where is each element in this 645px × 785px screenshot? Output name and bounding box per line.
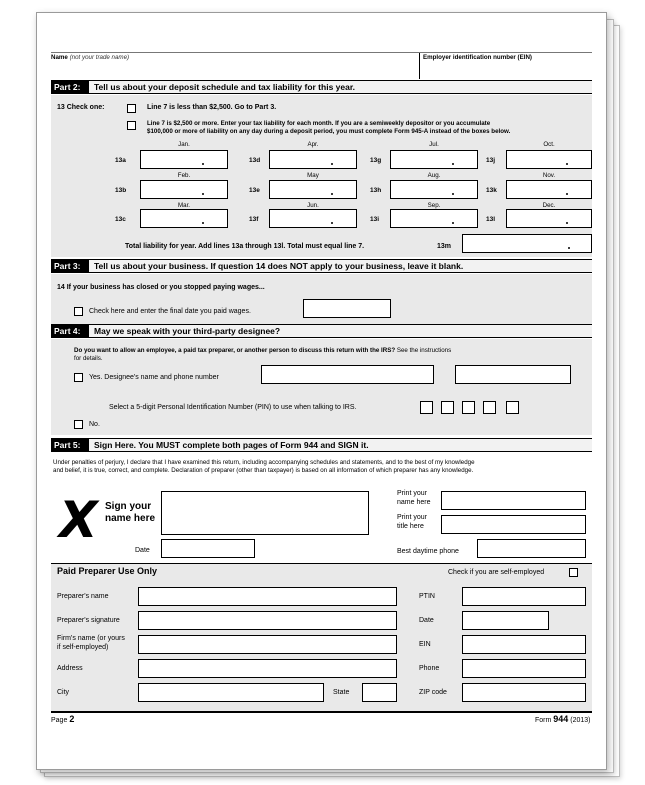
month-line-code: 13f — [249, 216, 259, 223]
preparer-signature-field[interactable] — [138, 611, 397, 630]
city-field[interactable] — [138, 683, 324, 702]
print-title-field[interactable] — [441, 515, 586, 534]
line7-less-checkbox[interactable] — [127, 104, 136, 113]
month-label: Jul. — [429, 141, 439, 148]
name-field[interactable] — [51, 65, 417, 78]
daytime-phone-label: Best daytime phone — [397, 548, 459, 555]
designee-no-checkbox[interactable] — [74, 420, 83, 429]
month-label: Mar. — [177, 202, 191, 209]
q14-text: 14 If your business has closed or you stopped paying wages... — [57, 284, 265, 291]
decimal-point — [202, 193, 204, 195]
perjury-statement: Under penalties of perjury, I declare that I have examined this return, including accompanying schedules and statements, and to the best of my knowledge and belief, it is true, correct, and complete. Declaration of preparer (other than taxpayer) is based on all information of which preparer has any knowledge. — [53, 459, 475, 474]
form-id: Form 944 (2013) — [535, 714, 591, 724]
page-number: Page 2 — [51, 714, 75, 724]
self-employed-checkbox[interactable] — [569, 568, 578, 577]
decimal-point — [566, 222, 568, 224]
ein-label: Employer identification number (EIN) — [423, 54, 532, 61]
part5-header — [51, 438, 592, 452]
preparer-signature-label: Preparer's signature — [57, 617, 120, 624]
zip-field[interactable] — [462, 683, 586, 702]
month-line-code: 13i — [370, 216, 380, 223]
month-liability-field[interactable] — [140, 150, 228, 169]
designee-no-label: No. — [89, 421, 100, 428]
part5-title: Sign Here. You MUST complete both pages of Form 944 and SIGN it. — [94, 440, 369, 450]
month-liability-field[interactable] — [269, 209, 357, 228]
ein-field[interactable] — [423, 65, 591, 78]
pin-digit-5[interactable] — [506, 401, 519, 414]
print-name-field[interactable] — [441, 491, 586, 510]
option1-text: Line 7 is less than $2,500. Go to Part 3. — [147, 104, 277, 111]
part3-header — [51, 259, 592, 273]
part4-title: May we speak with your third-party designee? — [94, 326, 281, 336]
state-label: State — [333, 689, 350, 696]
month-line-code: 13a — [115, 157, 126, 164]
phone-label: Phone — [419, 665, 440, 672]
self-employed-label: Check if you are self-employed — [448, 569, 545, 576]
part5-label: Part 5: — [51, 439, 89, 451]
decimal-point — [331, 222, 333, 224]
designee-question: Do you want to allow an employee, a paid tax preparer, or another person to discuss this return with the IRS? See the instructions for details. — [74, 347, 452, 362]
month-line-code: 13e — [249, 187, 260, 194]
decimal-point — [452, 193, 454, 195]
final-date-label: Check here and enter the final date you paid wages. — [89, 308, 251, 315]
designee-yes-label: Yes. Designee's name and phone number — [89, 374, 219, 381]
preparer-date-label: Date — [419, 617, 434, 624]
month-line-code: 13l — [486, 216, 496, 223]
preparer-top-rule — [51, 563, 592, 564]
preparer-date-field[interactable] — [462, 611, 549, 630]
decimal-point — [202, 163, 204, 165]
signature-x-mark: X — [59, 491, 98, 549]
designee-phone-field[interactable] — [455, 365, 571, 384]
part2-title: Tell us about your deposit schedule and tax liability for this year. — [94, 82, 356, 92]
month-label: Apr. — [307, 141, 319, 148]
address-field[interactable] — [138, 659, 397, 678]
month-line-code: 13g — [370, 157, 382, 164]
month-liability-field[interactable] — [140, 180, 228, 199]
designee-name-field[interactable] — [261, 365, 434, 384]
month-label: Jan. — [178, 141, 190, 148]
month-label: Dec. — [542, 202, 556, 209]
ein-preparer-label: EIN — [419, 641, 431, 648]
total-code: 13m — [437, 243, 452, 250]
preparer-title: Paid Preparer Use Only — [57, 566, 158, 576]
address-label: Address — [57, 665, 83, 672]
print-name-label: Print your name here — [397, 490, 431, 506]
part2-header — [51, 80, 592, 94]
month-line-code: 13k — [486, 187, 497, 194]
month-label: Sep. — [427, 202, 441, 209]
q13-label: 13 Check one: — [57, 104, 105, 111]
footer-rule — [51, 711, 592, 713]
month-label: Jun. — [307, 202, 319, 209]
pin-digit-1[interactable] — [420, 401, 433, 414]
total-liability-field[interactable] — [462, 234, 592, 253]
month-line-code: 13j — [486, 157, 496, 164]
decimal-point — [331, 193, 333, 195]
month-liability-field[interactable] — [390, 150, 478, 169]
name-label: Name (not your trade name) — [51, 54, 130, 61]
part3-title: Tell us about your business. If question 14 does NOT apply to your business, leave it blank. — [94, 261, 464, 271]
sign-date-field[interactable] — [161, 539, 255, 558]
total-liability-text: Total liability for year. Add lines 13a through 13l. Total must equal line 7. — [125, 243, 365, 250]
preparer-name-label: Preparer's name — [57, 593, 109, 600]
firm-name-field[interactable] — [138, 635, 397, 654]
daytime-phone-field[interactable] — [477, 539, 586, 558]
part2-label: Part 2: — [51, 81, 89, 93]
zip-label: ZIP code — [419, 689, 447, 696]
decimal-point — [566, 163, 568, 165]
month-liability-field[interactable] — [269, 180, 357, 199]
month-liability-field[interactable] — [140, 209, 228, 228]
header-divider — [419, 53, 420, 79]
decimal-point — [331, 163, 333, 165]
month-liability-field[interactable] — [506, 209, 592, 228]
part3-label: Part 3: — [51, 260, 89, 272]
month-label: Nov. — [542, 172, 556, 179]
business-closed-checkbox[interactable] — [74, 307, 83, 316]
ptin-label: PTIN — [419, 593, 435, 600]
preparer-ein-field[interactable] — [462, 635, 586, 654]
month-label: Oct. — [543, 141, 555, 148]
month-label: May — [307, 172, 319, 179]
month-liability-field[interactable] — [269, 150, 357, 169]
month-line-code: 13h — [370, 187, 382, 194]
month-line-code: 13d — [249, 157, 261, 164]
decimal-point — [452, 222, 454, 224]
month-line-code: 13b — [115, 187, 127, 194]
decimal-point — [566, 193, 568, 195]
month-label: Aug. — [427, 172, 441, 179]
pin-digit-2[interactable] — [441, 401, 454, 414]
print-title-label: Print your title here — [397, 514, 427, 530]
month-liability-field[interactable] — [506, 180, 592, 199]
signature-field[interactable] — [161, 491, 369, 535]
pin-digit-4[interactable] — [483, 401, 496, 414]
decimal-point — [202, 222, 204, 224]
part4-header — [51, 324, 592, 338]
final-date-field[interactable] — [303, 299, 391, 318]
pin-digit-3[interactable] — [462, 401, 475, 414]
state-field[interactable] — [362, 683, 397, 702]
firm-name-label: Firm's name (or yours if self-employed) — [57, 635, 125, 651]
sign-date-label: Date — [135, 547, 150, 554]
month-line-code: 13c — [115, 216, 126, 223]
form-944-page-2 — [36, 12, 607, 770]
preparer-phone-field[interactable] — [462, 659, 586, 678]
month-liability-field[interactable] — [390, 209, 478, 228]
part4-label: Part 4: — [51, 325, 89, 337]
ptin-field[interactable] — [462, 587, 586, 606]
pin-label: Select a 5-digit Personal Identification Number (PIN) to use when talking to IRS. — [109, 404, 357, 411]
month-label: Feb. — [177, 172, 191, 179]
designee-yes-checkbox[interactable] — [74, 373, 83, 382]
header-top-rule — [51, 52, 592, 53]
sign-here-label: Sign your name here — [105, 501, 156, 524]
month-liability-field[interactable] — [390, 180, 478, 199]
option2-text: Line 7 is $2,500 or more. Enter your tax liability for each month. If you are a semiweekly depositor or you accumulate $100,000 or more of liability on any day during a deposit period, you must complete Form 945-A instead of the boxes below. — [147, 120, 511, 135]
decimal-point — [452, 163, 454, 165]
line7-more-checkbox[interactable] — [127, 121, 136, 130]
preparer-name-field[interactable] — [138, 587, 397, 606]
city-label: City — [57, 689, 70, 696]
month-liability-field[interactable] — [506, 150, 592, 169]
